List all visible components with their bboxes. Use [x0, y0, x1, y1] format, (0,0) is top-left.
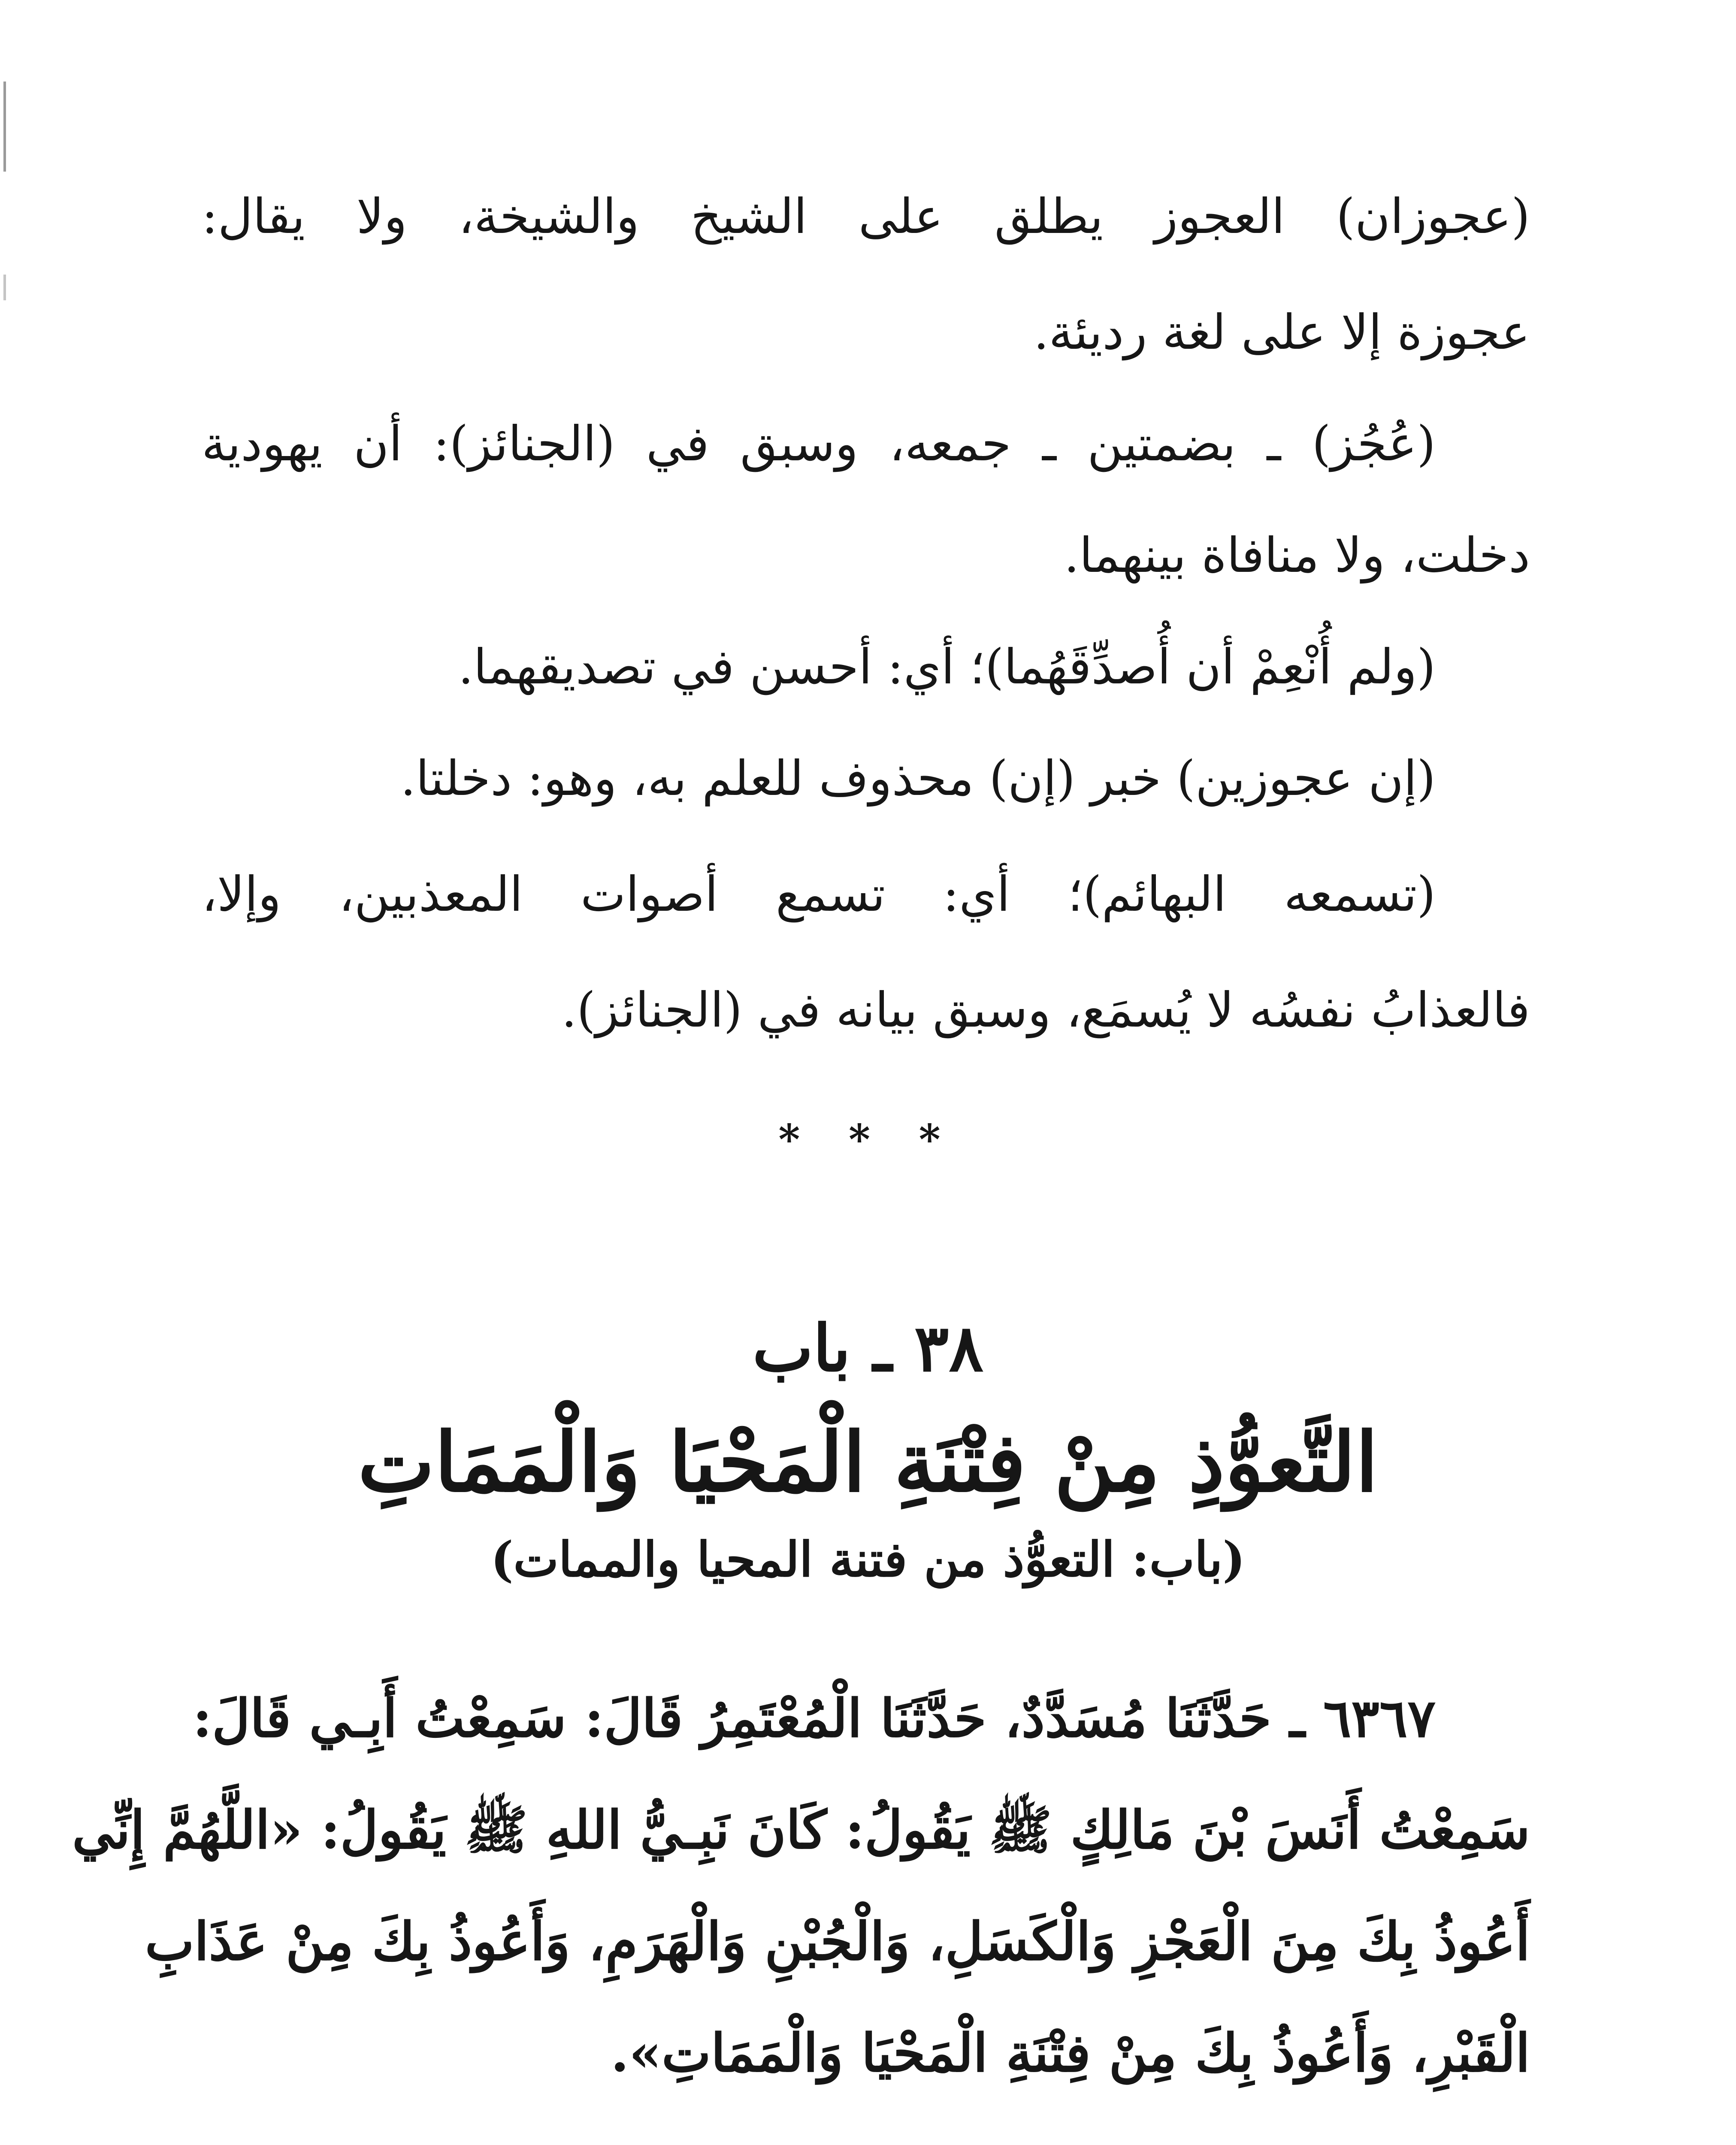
paragraph-tasmauhu-line-1: (تسمعه البهائم)؛ أي: تسمع أصوات المعذبين، وإلا،: [202, 867, 1436, 922]
paragraph-tasmauhu-line-2: فالعذابُ نفسُه لا يُسمَع، وسبق بيانه في (الجنائز).: [561, 982, 1530, 1038]
hadith-line-3: أَعُوذُ بِكَ مِنَ الْعَجْزِ وَالْكَسَلِ، وَالْجُبْنِ وَالْهَرَمِ، وَأَعُوذُ بِكَ مِنْ عَذَابِ: [145, 1910, 1530, 1972]
paragraph-in-ajuzayn: (إن عجوزين) خبر (إن) محذوف للعلم به، وهو: دخلتا.: [400, 751, 1436, 807]
hadith-line-2: سَمِعْتُ أَنَسَ بْنَ مَالِكٍ ﷺ يَقُولُ: كَانَ نَبِـيُّ اللهِ ﷺ يَقُولُ: «اللَّهُمَّ إِنِّي: [72, 1799, 1530, 1861]
chapter-title: التَّعوُّذِ مِنْ فِتْنَةِ الْمَحْيَا وَالْمَمَاتِ: [357, 1414, 1379, 1511]
paragraph-lam-unim: (ولم أُنْعِمْ أن أُصدِّقَهُما)؛ أي: أحسن في تصديقهما.: [458, 639, 1436, 695]
paragraph-ajuzan-line-2: عجوزة إلا على لغة رديئة.: [1033, 305, 1530, 360]
paragraph-ajuzan-line-1: (عجوزان) العجوز يطلق على الشيخ والشيخة، ولا يقال:: [202, 189, 1530, 245]
paragraph-ujuz-line-1: (عُجُز) ـ بضمتين ـ جمعه، وسبق في (الجنائز): أن يهودية: [202, 416, 1436, 472]
paragraph-ujuz-line-2: دخلت، ولا منافاة بينهما.: [1064, 528, 1530, 583]
hadith-line-1: ٦٣٦٧ ـ حَدَّثَنَا مُسَدَّدٌ، حَدَّثَنَا الْمُعْتَمِرُ قَالَ: سَمِعْتُ أَبِـي قَالَ:: [193, 1687, 1436, 1749]
hadith-line-4: الْقَبْرِ، وَأَعُوذُ بِكَ مِنْ فِتْنَةِ الْمَحْيَا وَالْمَمَاتِ».: [611, 2022, 1530, 2084]
section-separator: * * *: [778, 1115, 958, 1164]
chapter-subtitle: (باب: التعوُّذ من فتنة المحيا والممات): [490, 1532, 1246, 1588]
chapter-number: ٣٨ ـ باب: [752, 1310, 984, 1386]
